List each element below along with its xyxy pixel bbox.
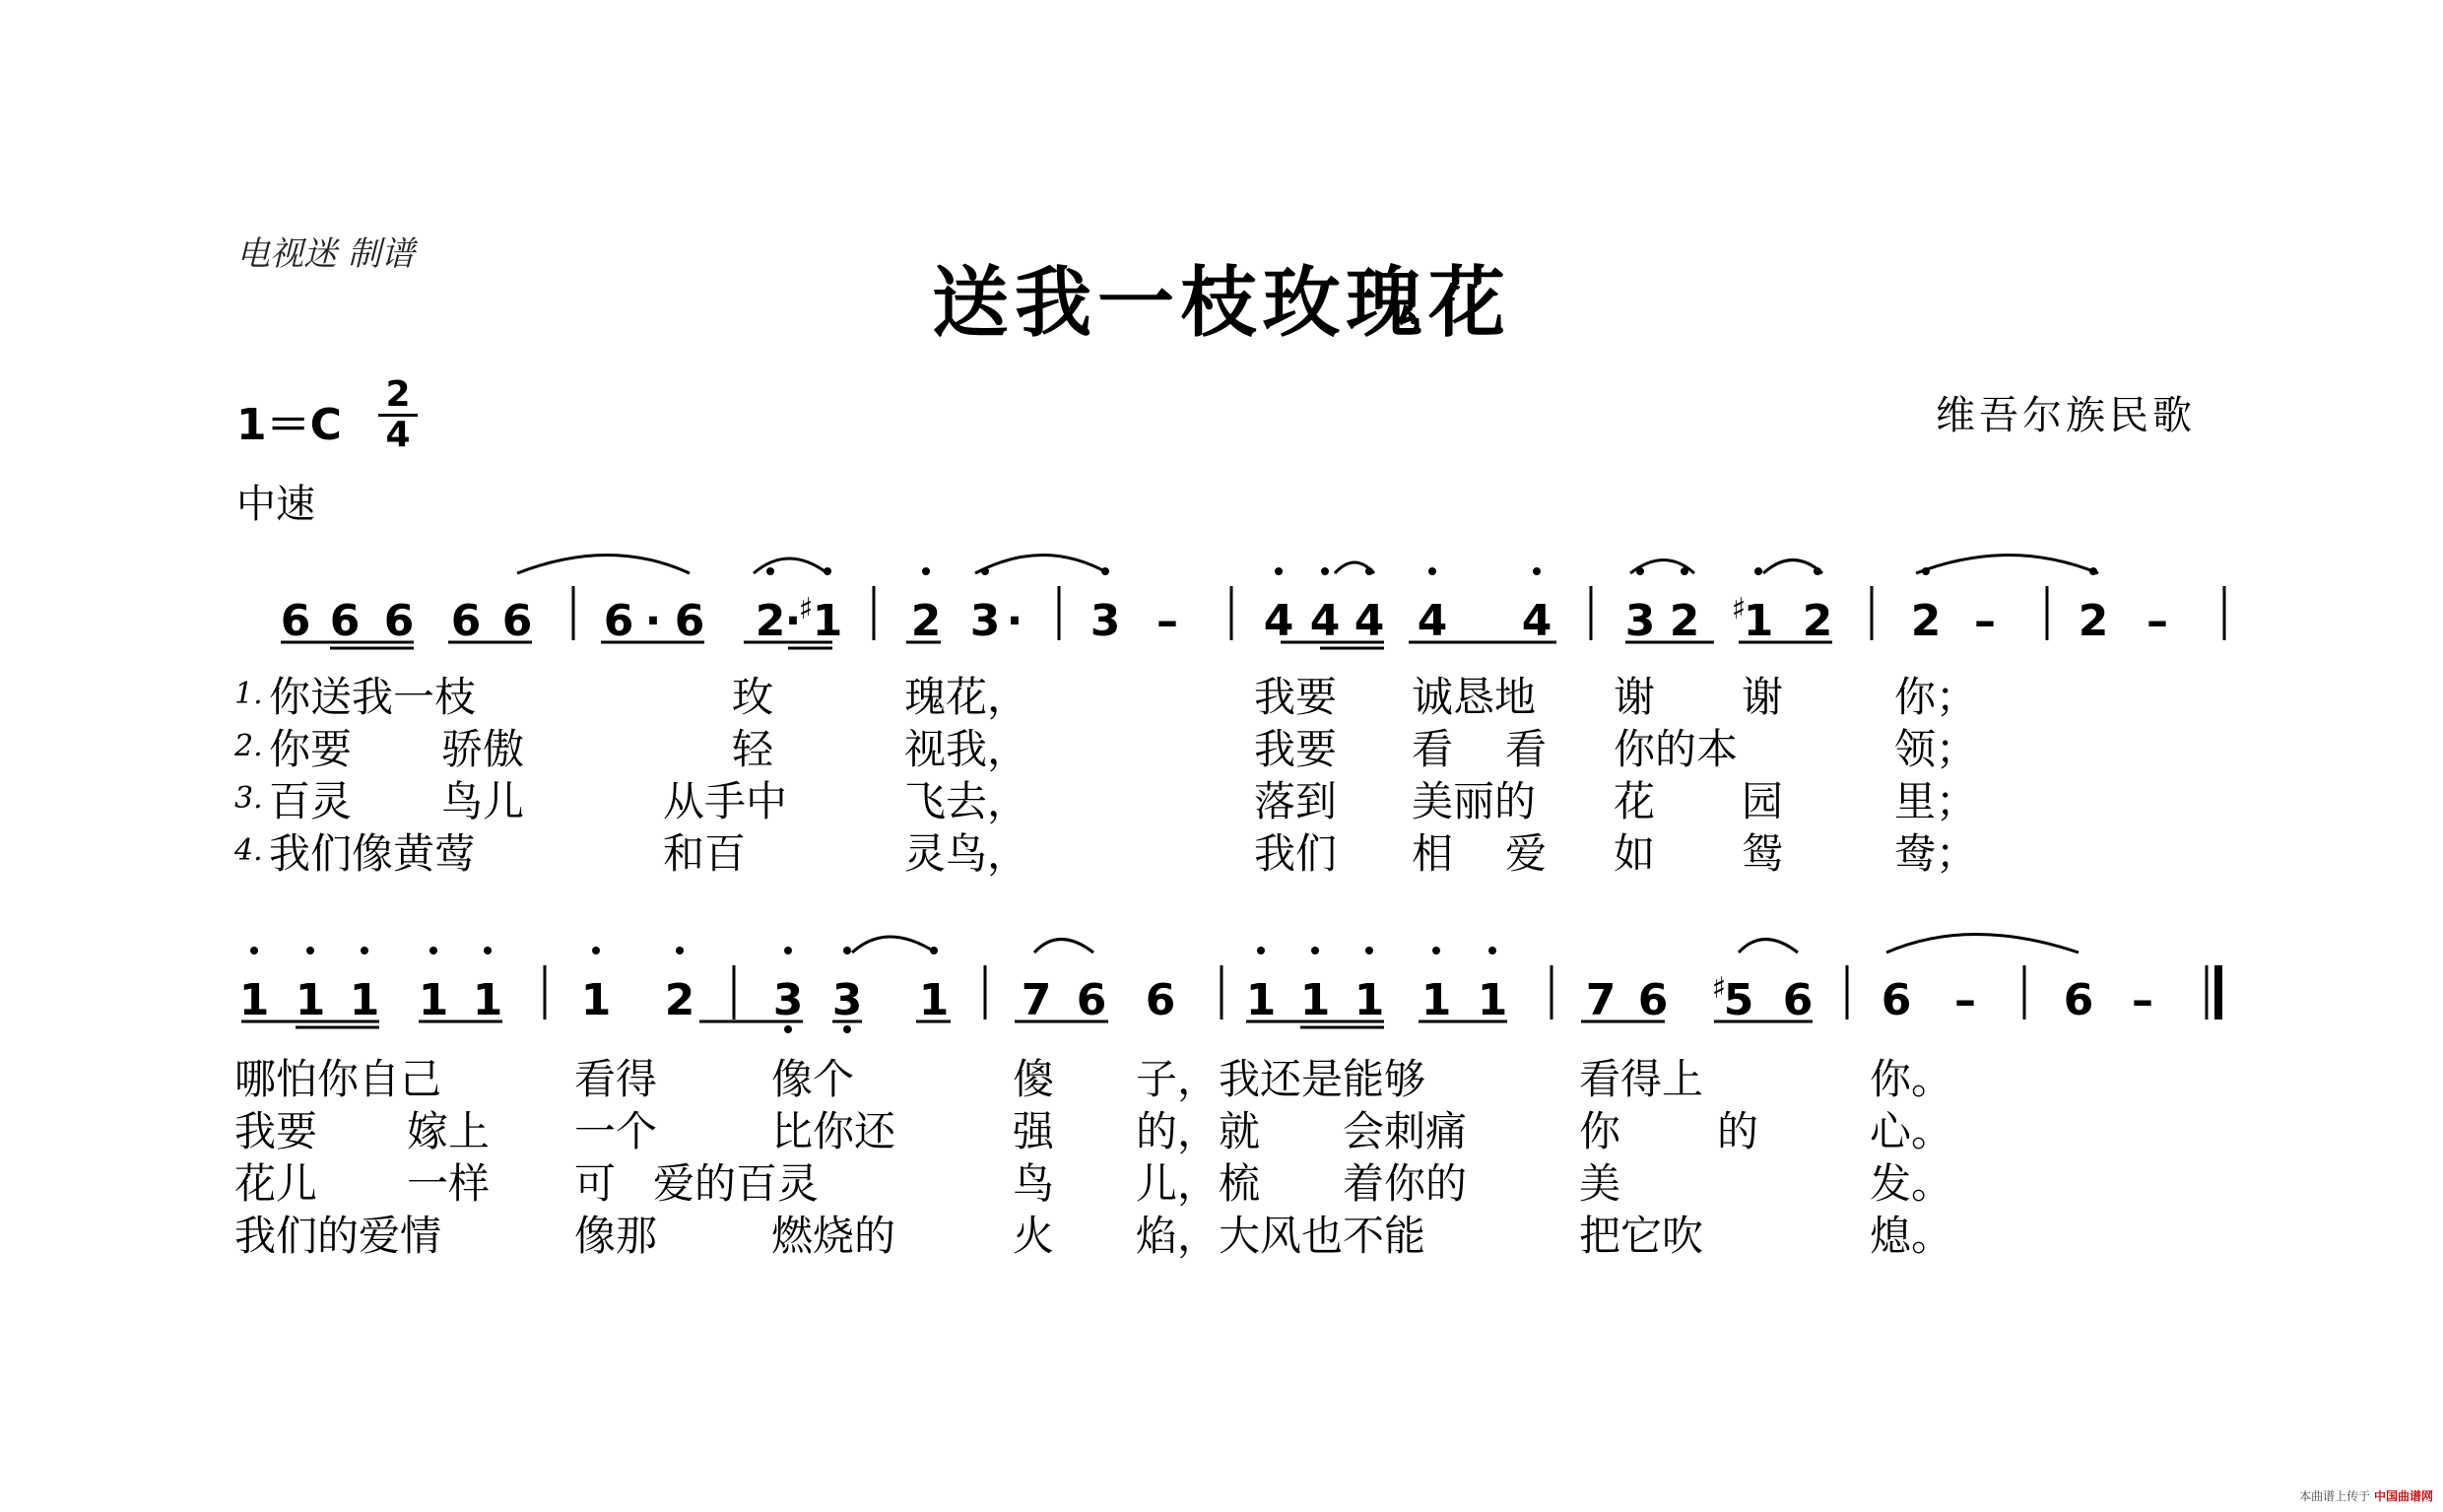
note: 7 [1585, 975, 1617, 1025]
notation-line-2 [0, 911, 2443, 1039]
note: 2 [755, 596, 786, 646]
note: 4 [1417, 596, 1448, 646]
note: 6 [280, 596, 311, 646]
sharp: ♯ [1731, 592, 1747, 626]
note: 5 [1723, 975, 1754, 1025]
dot: · [1006, 596, 1023, 646]
key-signature: 1＝C [236, 400, 342, 450]
note: 6 [1076, 975, 1107, 1025]
note: 6 [674, 596, 705, 646]
note: 1 [1299, 975, 1331, 1025]
note: 2 [1802, 596, 1833, 646]
note: 1 [918, 975, 950, 1025]
note: 1 [1743, 596, 1774, 646]
maker-credit: 电视迷 制谱 [236, 234, 415, 274]
note: 1 [1245, 975, 1277, 1025]
note: 6 [1637, 975, 1669, 1025]
note: 1 [238, 975, 270, 1025]
dash: – [1954, 975, 1976, 1025]
note: 6 [329, 596, 361, 646]
note: 4 [1309, 596, 1341, 646]
note: 3 [831, 975, 863, 1025]
note: 6 [501, 596, 533, 646]
note: 1 [472, 975, 503, 1025]
note: 6 [2063, 975, 2094, 1025]
dash: – [2146, 596, 2168, 646]
sharp: ♯ [1711, 971, 1727, 1006]
note: 3 [1089, 596, 1121, 646]
note: 6 [1145, 975, 1176, 1025]
note: 2 [2078, 596, 2109, 646]
note: 1 [1420, 975, 1452, 1025]
time-signature [378, 376, 418, 454]
note: 6 [450, 596, 482, 646]
note: 3 [969, 596, 1001, 646]
time-sig-bottom: 4 [385, 415, 411, 455]
song-origin: 维吾尔族民歌 [1936, 393, 2196, 438]
note: 1 [580, 975, 612, 1025]
tempo-marking: 中速 [236, 482, 315, 527]
dash: – [1974, 596, 1996, 646]
note: 2 [1669, 596, 1700, 646]
watermark-brand: 中国曲谱网 [2373, 1489, 2433, 1503]
verse-4-line-1: 4. 我们像黄莺 和百 灵鸟， 我们 相 爱 如 鸳 鸯； [234, 829, 1978, 878]
note: 2 [910, 596, 942, 646]
song-title: 送我一枝玫瑰花 [931, 258, 1511, 348]
note: 4 [1263, 596, 1294, 646]
note: 1 [295, 975, 326, 1025]
watermark-prefix: 本曲谱上传于 [2299, 1489, 2371, 1503]
notation-line-1 [0, 532, 2443, 660]
note: 1 [1477, 975, 1508, 1025]
verse-2-line-1: 2. 你要 骄傲 轻 视我， 我要 看 看 你的本 领； [234, 725, 1978, 773]
watermark [2299, 1487, 2433, 1504]
note: 6 [1881, 975, 1912, 1025]
note: 1 [418, 975, 449, 1025]
note: 6 [1782, 975, 1814, 1025]
dot: · [784, 596, 802, 646]
note: 2 [1910, 596, 1942, 646]
note: 2 [664, 975, 695, 1025]
note: 4 [1354, 596, 1385, 646]
note: 3 [772, 975, 804, 1025]
note: 4 [1521, 596, 1552, 646]
verse-1-line-1: 1. 你送我一枝 玫 瑰花， 我要 诚恳地 谢 谢 你； [234, 673, 1978, 721]
time-sig-top: 2 [378, 376, 418, 417]
verse-3-line-1: 3. 百灵 鸟儿 从手中 飞去， 落到 美丽的 花 园 里； [234, 777, 1978, 825]
note: 1 [812, 596, 843, 646]
note: 1 [349, 975, 380, 1025]
note: 1 [1354, 975, 1385, 1025]
note: 7 [1021, 975, 1052, 1025]
note: 3 [1624, 596, 1656, 646]
sharp: ♯ [798, 592, 814, 626]
dot: · [644, 596, 662, 646]
dash: – [2132, 975, 2153, 1025]
dash: – [1156, 596, 1178, 646]
note: 6 [383, 596, 415, 646]
note: 6 [603, 596, 634, 646]
